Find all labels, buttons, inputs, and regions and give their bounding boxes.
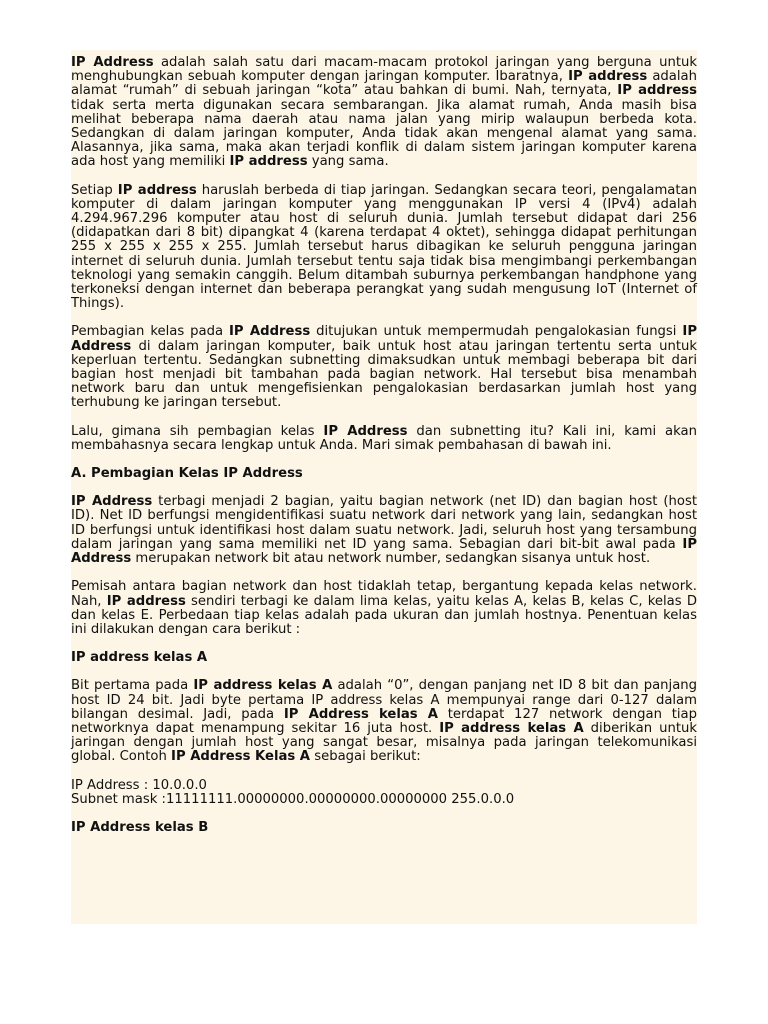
paragraph-net-host-id: IP Address terbagi menjadi 2 bagian, yaitu bagian network (net ID) dan bagian host (host ID). Net ID berfungsi mengidentifikasi suatu network dari network yang lain, sedangkan host ID berfungsi untuk identifikasi host dalam suatu network. Jadi, seluruh host yang tersambung dalam jaringan yang sama memiliki net ID yang sama. Sebagian dari bit-bit awal pada IP Address merupakan network bit atau network number, sedangkan sisanya untuk host. [71, 494, 697, 567]
section-heading-a: A. Pembagian Kelas IP Address [71, 466, 303, 482]
subheading-class-b: IP Address kelas B [71, 819, 209, 835]
paragraph-five-classes: Pemisah antara bagian network dan host tidaklah tetap, bergantung kepada kelas network. Nah, IP address sendiri terbagi ke dalam lima kelas, yaitu kelas A, kelas B, kelas C, kelas D dan kelas E. Perbedaan tiap kelas adalah pada ukuran dan jumlah hostnya. Penentuan kelas ini dilakukan dengan cara berikut : [71, 579, 697, 637]
document-page [71, 50, 697, 924]
paragraph-class-division: Pembagian kelas pada IP Address ditujukan untuk mempermudah pengalokasian fungsi IP Address di dalam jaringan komputer, baik untuk host atau jaringan tertentu serta untuk keperluan tertentu. Sedangkan subnetting dimaksudkan untuk membagi beberapa bit dari bagian host menjadi bit tambahan pada bagian network. Hal tersebut bisa menambah network baru dan untuk mengefisienkan pengalokasian berdasarkan jumlah host yang terhubung ke jaringan tersebut. [71, 324, 697, 411]
paragraph-class-a: Bit pertama pada IP address kelas A adalah “0”, dengan panjang net ID 8 bit dan panjang host ID 24 bit. Jadi byte pertama IP address kelas A mempunyai range dari 0-127 dalam bilangan desimal. Jadi, pada IP Address kelas A terdapat 127 network dengan tiap networknya dapat menampung sekitar 16 juta host. IP address kelas A diberikan untuk jaringan dengan jumlah host yang sangat besar, misalnya pada jaringan telekomunikasi global. Contoh IP Address Kelas A sebagai berikut: [71, 678, 697, 765]
paragraph-question: Lalu, gimana sih pembagian kelas IP Address dan subnetting itu? Kali ini, kami akan membahasnya secara lengkap untuk Anda. Mari simak pembahasan di bawah ini. [71, 423, 697, 453]
document-body [71, 50, 697, 835]
paragraph-ipv4-count: Setiap IP address haruslah berbeda di tiap jaringan. Sedangkan secara teori, pengalamatan komputer di dalam jaringan komputer yang menggunakan IP versi 4 (IPv4) adalah 4.294.967.296 komputer atau host di seluruh dunia. Jumlah tersebut didapat dari 256 (didapatkan dari 8 bit) dipangkat 4 (karena terdapat 4 oktet), sehingga didapat perhitungan 255 x 255 x 255 x 255. Jumlah tersebut harus dibagikan ke seluruh pengguna jaringan internet di seluruh dunia. Jumlah tersebut tentu saja tidak bisa mengimbangi perkembangan teknologi yang semakin canggih. Belum ditambah suburnya perkembangan handphone yang terkoneksi dengan internet dan beberapa perangkat yang sudah mengusung IoT (Internet of Things). [71, 182, 697, 312]
paragraph-intro: IP Address adalah salah satu dari macam-macam protokol jaringan yang berguna untuk menghubungkan sebuah komputer dengan jaringan komputer. Ibaratnya, IP address adalah alamat “rumah” di sebuah jaringan “kota” atau bahkan di bumi. Nah, ternyata, IP address tidak serta merta digunakan secara sembarangan. Jika alamat rumah, Anda masih bisa melihat beberapa nama daerah atau nama jalan yang mirip walaupun berbeda kota. Sedangkan di dalam jaringan komputer, Anda tidak akan mengenal alamat yang sama. Alasannya, jika sama, maka akan terjadi konflik di dalam sistem jaringan komputer karena ada host yang memiliki IP address yang sama. [71, 55, 697, 170]
subheading-class-a: IP address kelas A [71, 650, 208, 666]
example-ip-line: IP Address : 10.0.0.0 [71, 777, 207, 793]
example-class-a [71, 779, 697, 807]
example-mask-line: Subnet mask :11111111.00000000.00000000.00000000 255.0.0.0 [71, 791, 515, 807]
